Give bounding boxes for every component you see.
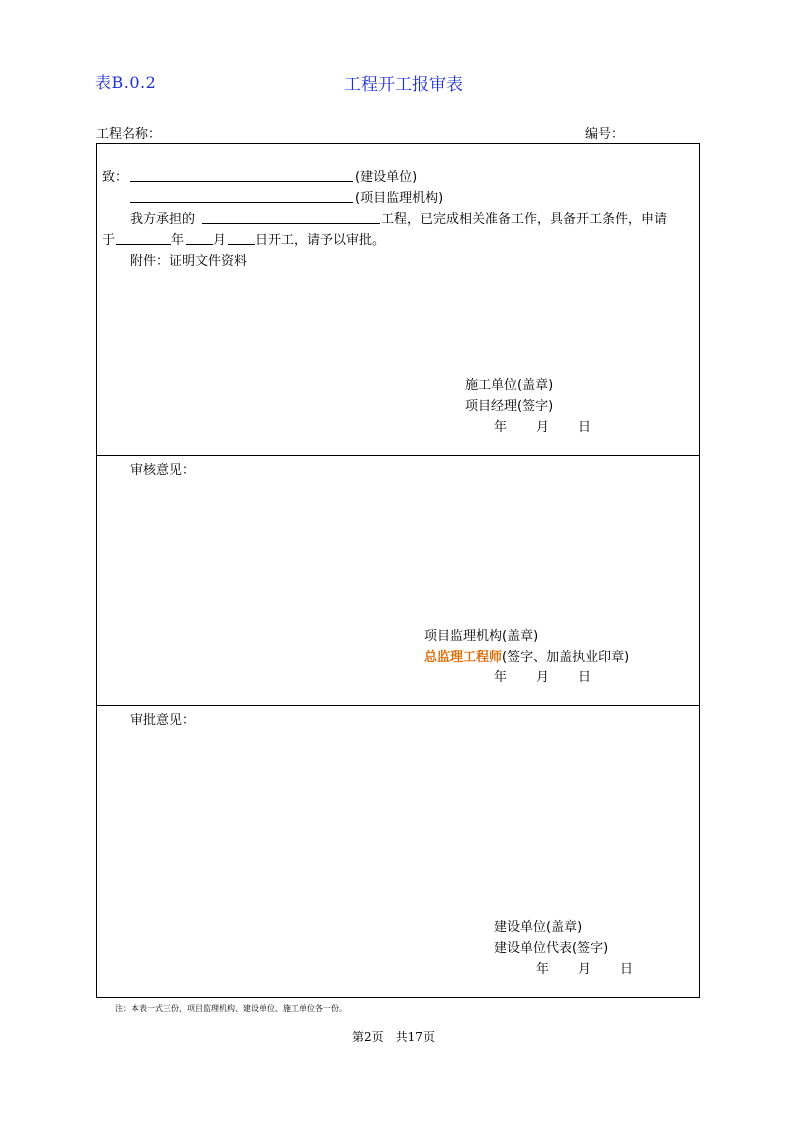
date-day: 日	[578, 670, 592, 685]
chief-engineer-sign-label	[424, 646, 629, 665]
body-text-cont: 工程，已完成相关准备工作，具备开工条件，申请	[381, 212, 668, 227]
supervisor-underline	[130, 202, 353, 203]
supervisor-label: (项目监理机构)	[355, 191, 444, 206]
body-line2-start: 于	[102, 233, 116, 248]
project-name-label: 工程名称：	[96, 127, 162, 142]
form-code: 表B.0.2	[95, 73, 157, 92]
supervisor-seal-label: 项目监理机构(盖章)	[424, 629, 539, 644]
month-label: 月	[213, 233, 227, 248]
chief-engineer-highlight: 总监理工程师	[424, 650, 503, 665]
body-line2-end: 日开工，请予以审批。	[255, 233, 386, 248]
approval-opinion-label: 审批意见：	[130, 713, 196, 728]
date-month: 月	[536, 420, 550, 435]
review-opinion-label: 审核意见：	[130, 463, 196, 478]
number-label: 编号：	[585, 127, 625, 142]
body-text-start: 我方承担的	[130, 212, 196, 227]
page-number: 第2页 共17页	[352, 1030, 435, 1044]
contractor-seal-label: 施工单位(盖章)	[465, 378, 554, 393]
to-label: 致：	[102, 170, 129, 185]
month-underline	[186, 244, 213, 245]
date-year: 年	[494, 420, 508, 435]
date-day: 日	[620, 962, 634, 977]
day-underline	[228, 244, 255, 245]
owner-rep-sign-label: 建设单位代表(签字)	[494, 941, 609, 956]
footer-note: 注：本表一式三份，项目监理机构、建设单位、施工单位各一份。	[115, 1004, 347, 1013]
owner-label: (建设单位)	[355, 170, 418, 185]
date-year: 年	[494, 670, 508, 685]
approval-section	[96, 705, 700, 998]
year-underline	[116, 244, 171, 245]
review-section	[96, 455, 700, 706]
date-year: 年	[536, 962, 550, 977]
date-month: 月	[536, 670, 550, 685]
date-day: 日	[578, 420, 592, 435]
owner-seal-label: 建设单位(盖章)	[494, 920, 583, 935]
year-label: 年	[171, 233, 185, 248]
project-manager-sign-label: 项目经理(签字)	[465, 399, 554, 414]
date-month: 月	[578, 962, 592, 977]
attachment-text: 附件：证明文件资料	[130, 254, 248, 269]
project-underline	[202, 223, 380, 224]
form-title: 工程开工报审表	[344, 75, 463, 95]
owner-underline	[130, 181, 353, 182]
chief-engineer-sign-rest: (签字、加盖执业印章)	[502, 650, 630, 665]
